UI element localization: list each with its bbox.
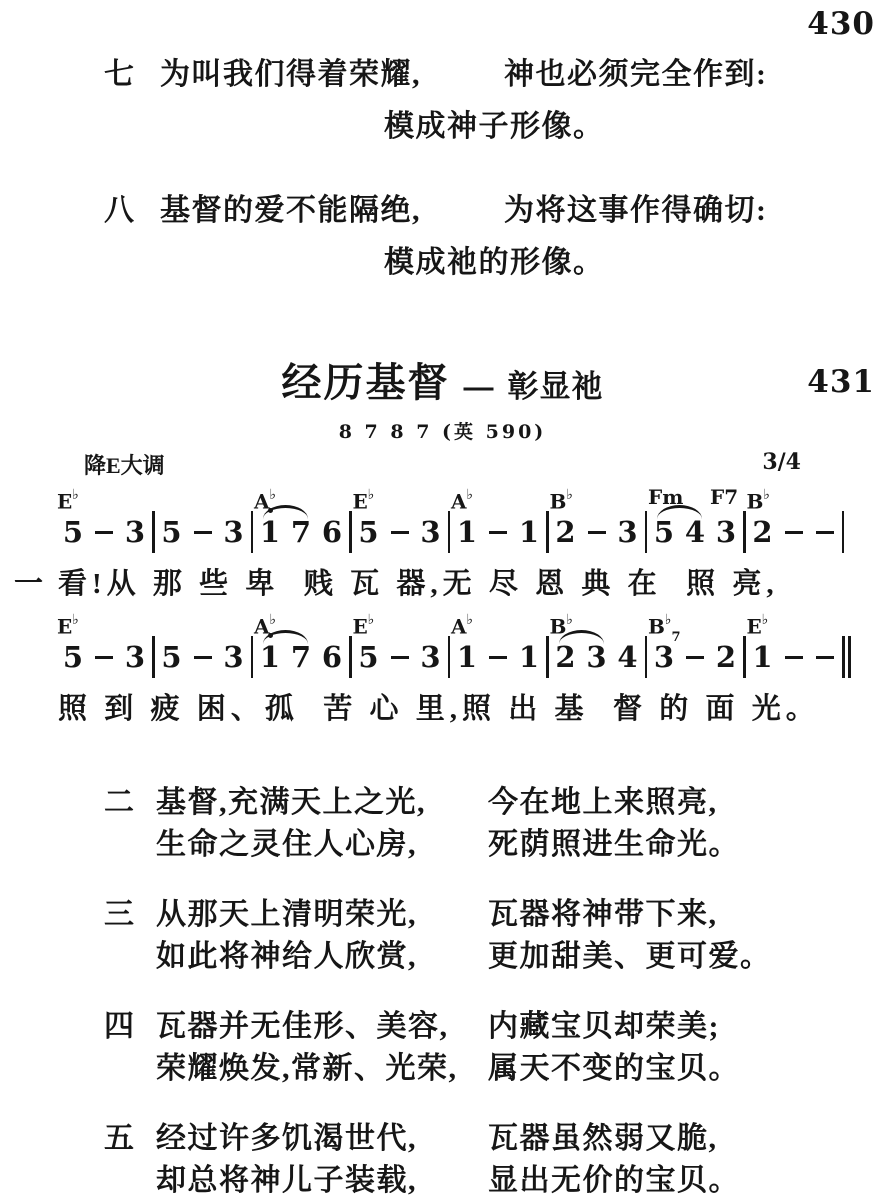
verse-number: 五 bbox=[104, 1122, 136, 1155]
beat-dash bbox=[191, 515, 215, 549]
chord-label: B♭ bbox=[746, 487, 771, 514]
measure bbox=[253, 487, 349, 549]
measure bbox=[352, 487, 448, 549]
slur bbox=[254, 612, 313, 674]
chord-label: A♭ bbox=[451, 487, 474, 514]
note: 1 A♭ bbox=[254, 612, 281, 674]
note: 1 bbox=[518, 640, 540, 674]
beat-dash bbox=[585, 515, 609, 549]
verse-text-left: 荣耀焕发,常新、光荣, bbox=[156, 1052, 458, 1085]
note: 1 bbox=[518, 515, 540, 549]
chord-label: E♭ bbox=[57, 612, 79, 639]
double-bar-line bbox=[842, 636, 851, 678]
key-signature: 降E大调 bbox=[84, 453, 165, 478]
verse-text-right: 内藏宝贝却荣美; bbox=[488, 1010, 720, 1043]
chord-label: E♭ bbox=[352, 487, 375, 514]
chord-label: $B^♭_7$ bbox=[648, 612, 681, 645]
verse-7-line-1 bbox=[104, 56, 885, 94]
note: 3 bbox=[586, 640, 607, 674]
hymn-title-row bbox=[0, 356, 885, 408]
measure bbox=[352, 612, 448, 674]
lyric-text: 看!从 那 些 卑 贱 瓦 器,无 尽 恩 典 在 照 亮, bbox=[58, 568, 779, 600]
note: 6 bbox=[321, 515, 343, 549]
verse-4 bbox=[0, 1006, 885, 1090]
verse-text-right: 瓦器将神带下来, bbox=[488, 898, 718, 931]
meter-line: 8 7 8 7 (英 590) bbox=[338, 421, 547, 443]
note: 5 Fm bbox=[648, 485, 684, 549]
verse-text-left: 如此将神给人欣赏, bbox=[156, 940, 417, 973]
note: 1 A♭ bbox=[451, 612, 478, 674]
sung-lyric-row-2 bbox=[14, 688, 885, 730]
hymn-430-verses bbox=[0, 0, 885, 282]
chord-label: E♭ bbox=[746, 612, 769, 639]
sung-lyric-row-1 bbox=[14, 563, 885, 605]
measure bbox=[253, 612, 349, 674]
chord-label: Fm bbox=[648, 485, 684, 509]
measure bbox=[549, 612, 645, 674]
verse-7-line-2: 模成神子形像。 bbox=[384, 110, 605, 143]
verse-7 bbox=[0, 56, 885, 146]
verse-text-left: 基督,充满天上之光, bbox=[156, 786, 426, 819]
note: 3 bbox=[124, 640, 146, 674]
note: 1 E♭ bbox=[746, 612, 773, 674]
verse-2 bbox=[0, 782, 885, 866]
measure bbox=[746, 612, 842, 674]
hymn-number-431: 431 bbox=[807, 364, 875, 400]
measure bbox=[647, 485, 743, 549]
verse-text-right: 死荫照进生命光。 bbox=[488, 828, 740, 861]
slur bbox=[648, 485, 707, 549]
verse-text-right: 更加甜美、更可爱。 bbox=[488, 940, 772, 973]
verse-number: 八 bbox=[104, 194, 136, 227]
verse-text-left: 经过许多饥渴世代, bbox=[156, 1122, 417, 1155]
verse-number: 二 bbox=[104, 786, 136, 819]
measure bbox=[450, 487, 546, 549]
verse-number: 七 bbox=[104, 58, 136, 91]
note: 3 bbox=[124, 515, 146, 549]
note: 1 A♭ bbox=[451, 487, 478, 549]
verse-text-left: 瓦器并无佳形、美容, bbox=[156, 1010, 449, 1043]
verse-text-right: 属天不变的宝贝。 bbox=[488, 1052, 740, 1085]
beat-dash bbox=[813, 515, 837, 549]
chord-label: E♭ bbox=[352, 612, 375, 639]
verse-text-left: 却总将神儿子装载, bbox=[156, 1164, 417, 1195]
note: 7 bbox=[290, 515, 312, 549]
beat-dash bbox=[683, 640, 707, 674]
beat-dash bbox=[388, 640, 412, 674]
time-signature: 3/4 bbox=[762, 449, 801, 475]
chord-label: B♭ bbox=[549, 487, 574, 514]
note: 3 bbox=[223, 515, 244, 549]
beat-dash bbox=[782, 515, 806, 549]
chord-label: E♭ bbox=[57, 487, 79, 514]
verse-text-right: 为将这事作得确切: bbox=[504, 194, 768, 227]
note: 5 E♭ bbox=[57, 487, 84, 549]
beat-dash bbox=[486, 515, 510, 549]
verse-number: 三 bbox=[104, 898, 136, 931]
lyric-text: 照 到 疲 困、孤 苦 心 里,照 出 基 督 的 面 光。 bbox=[58, 693, 820, 725]
verse-8 bbox=[0, 192, 885, 282]
bar-line bbox=[842, 511, 845, 553]
measure bbox=[549, 487, 645, 549]
chord-label: A♭ bbox=[451, 612, 474, 639]
chord-label: A♭ bbox=[254, 487, 277, 514]
verse-number: 四 bbox=[104, 1010, 136, 1043]
slur bbox=[254, 487, 313, 549]
beat-dash bbox=[92, 640, 116, 674]
verse-text-right: 今在地上来照亮, bbox=[488, 786, 718, 819]
beat-dash bbox=[813, 640, 837, 674]
note: 2 B♭ bbox=[549, 487, 576, 549]
beat-dash bbox=[92, 515, 116, 549]
measure bbox=[746, 487, 842, 549]
verse-3 bbox=[0, 894, 885, 978]
note: 3 bbox=[617, 515, 638, 549]
verse-8-line-2: 模成祂的形像。 bbox=[384, 246, 605, 279]
note: 3 bbox=[420, 515, 441, 549]
hymn-number-430: 430 bbox=[807, 6, 875, 42]
beat-dash bbox=[191, 640, 215, 674]
note: 1 A♭ bbox=[254, 487, 281, 549]
slur bbox=[549, 612, 609, 674]
note: 5 bbox=[161, 515, 182, 549]
hymn-title: 经历基督 bbox=[281, 361, 450, 405]
measure bbox=[56, 487, 152, 549]
note: 6 bbox=[321, 640, 343, 674]
note: 3 bbox=[223, 640, 244, 674]
verse-text-right: 神也必须完全作到: bbox=[504, 58, 768, 91]
note: 5 E♭ bbox=[57, 612, 84, 674]
verse-text-left: 从那天上清明荣光, bbox=[156, 898, 417, 931]
verse-number bbox=[14, 688, 58, 730]
chord-label: A♭ bbox=[254, 612, 277, 639]
measure bbox=[155, 640, 251, 674]
note: 2 bbox=[715, 640, 737, 674]
measure bbox=[155, 515, 251, 549]
note: 3 $B^♭_7$ bbox=[648, 612, 681, 674]
hymn-subtitle: 彰显祂 bbox=[507, 369, 604, 404]
beat-dash bbox=[388, 515, 412, 549]
verse-number: 一 bbox=[14, 568, 44, 600]
music-system-1 bbox=[56, 480, 885, 554]
hymn-431-verses bbox=[0, 782, 885, 1195]
beat-dash bbox=[782, 640, 806, 674]
note: 5 E♭ bbox=[352, 487, 379, 549]
note: 4 bbox=[684, 515, 706, 549]
note: 3 bbox=[420, 640, 441, 674]
verse-text-left: 生命之灵住人心房, bbox=[156, 828, 417, 861]
note: 3 F7 bbox=[710, 485, 739, 549]
verse-text-right: 显出无价的宝贝。 bbox=[488, 1164, 740, 1195]
verse-text-right: 瓦器虽然弱又脆, bbox=[488, 1122, 718, 1155]
note: 4 bbox=[617, 640, 638, 674]
note: 7 bbox=[290, 640, 312, 674]
beat-dash bbox=[486, 640, 510, 674]
key-time-row bbox=[0, 449, 885, 480]
music-system-2 bbox=[56, 605, 885, 679]
note: 2 B♭ bbox=[549, 612, 576, 674]
chord-label: F7 bbox=[710, 485, 739, 509]
title-dash: — bbox=[463, 371, 494, 404]
measure bbox=[450, 612, 546, 674]
note: 5 bbox=[161, 640, 182, 674]
verse-text-left: 基督的爱不能隔绝, bbox=[160, 194, 421, 227]
chord-label: B♭ bbox=[549, 612, 574, 639]
measure bbox=[647, 612, 743, 674]
verse-8-line-1 bbox=[104, 192, 885, 230]
verse-5 bbox=[0, 1118, 885, 1195]
measure bbox=[56, 612, 152, 674]
verse-text-left: 为叫我们得着荣耀, bbox=[160, 58, 421, 91]
note: 5 E♭ bbox=[352, 612, 379, 674]
note: 2 B♭ bbox=[746, 487, 773, 549]
